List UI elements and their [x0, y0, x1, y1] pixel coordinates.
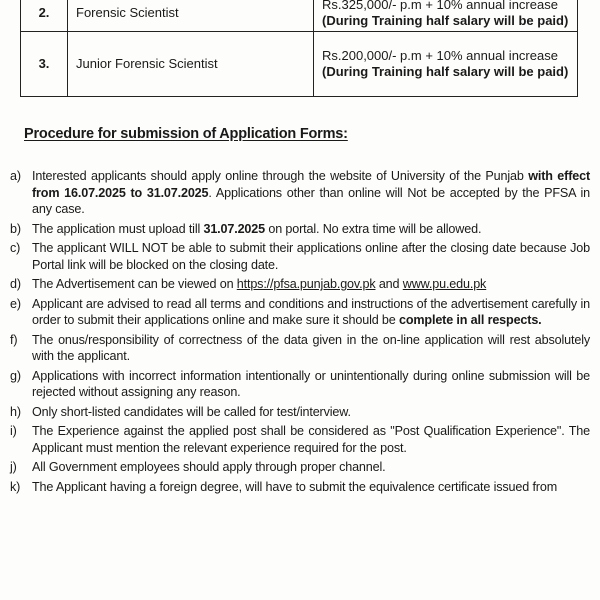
bold-run: complete in all respects.	[398, 313, 542, 327]
bold-run: with effect from 16.07.2025 to 31.07.2025	[32, 169, 590, 200]
text-run: and	[375, 277, 403, 291]
item-text: The Experience against the applied post shall be considered as "Post Qualification Experience". The Applicant must mention the relevant experience required for the post.	[32, 424, 590, 455]
item-text: The onus/responsibility of correctness of the data given in the on-line application will rest absolutely with the applicant.	[32, 332, 590, 363]
list-item	[10, 423, 590, 456]
salary-note: (During Training half salary will be paid)	[322, 13, 569, 28]
salary-amount: Rs.325,000/- p.m + 10% annual increase	[322, 0, 558, 12]
pu-website-link[interactable]: www.pu.edu.pk	[402, 277, 487, 291]
item-label: i)	[10, 424, 17, 438]
item-label: g)	[10, 368, 21, 383]
item-text: Applications with incorrect information intentionally or unintentionally during online submission will be rejected without assigning any reason.	[32, 368, 590, 399]
item-text: The Applicant having a foreign degree, will have to submit the equivalence certificate issued from	[32, 479, 558, 494]
list-item	[10, 459, 590, 476]
item-label: d)	[10, 277, 21, 291]
text-run: Interested applicants should apply online through the website of University of the Punjab	[32, 169, 529, 183]
item-text: All Government employees should apply through proper channel.	[32, 460, 386, 474]
list-item	[10, 296, 590, 329]
item-text	[32, 221, 590, 238]
list-item	[10, 479, 590, 496]
pfsa-website-link[interactable]: https://pfsa.punjab.gov.pk	[236, 277, 376, 291]
text-run: on portal. No extra time will be allowed.	[265, 221, 482, 236]
item-label: a)	[10, 169, 21, 183]
text-run: The application must upload till	[32, 221, 204, 236]
list-item	[10, 368, 590, 401]
salary-note: (During Training half salary will be paid)	[322, 64, 569, 79]
list-item	[10, 276, 590, 293]
item-label: j)	[10, 460, 17, 474]
salary-table	[20, 0, 578, 97]
list-item	[10, 332, 590, 365]
list-item	[10, 221, 590, 238]
bold-run: 31.07.2025	[203, 221, 265, 236]
item-text	[32, 276, 590, 293]
procedure-heading: Procedure for submission of Application Forms:	[24, 126, 348, 142]
serial-number: 2.	[21, 0, 68, 32]
post-name: Junior Forensic Scientist	[68, 32, 314, 97]
list-item	[10, 168, 590, 218]
salary-amount: Rs.200,000/- p.m + 10% annual increase	[322, 48, 558, 63]
table-row	[21, 32, 578, 97]
item-text: The applicant WILL NOT be able to submit their applications online after the closing date because Job Portal link will be blocked on the closing date.	[32, 241, 590, 272]
text-run: Applicant are advised to read all terms and conditions and instructions of the advertisement carefully in order to submit their applications online and make sure it should be	[32, 296, 590, 327]
item-label: f)	[10, 332, 18, 347]
item-text: Only short-listed candidates will be called for test/interview.	[32, 404, 351, 419]
item-text	[32, 168, 590, 218]
text-run: The Advertisement can be viewed on	[32, 277, 237, 291]
item-label: c)	[10, 241, 21, 255]
serial-number: 3.	[21, 32, 68, 97]
list-item	[10, 404, 590, 421]
procedure-list	[10, 168, 590, 498]
post-name: Forensic Scientist	[68, 0, 314, 32]
text-run: . Applications other than online will Not be accepted by the PFSA in any case.	[32, 185, 590, 216]
item-text	[32, 296, 590, 329]
list-item	[10, 240, 590, 273]
salary-cell	[314, 32, 578, 97]
item-label: k)	[10, 479, 21, 494]
item-label: e)	[10, 296, 21, 311]
item-label: h)	[10, 404, 21, 419]
item-label: b)	[10, 221, 21, 236]
table-row	[21, 0, 578, 32]
salary-cell	[314, 0, 578, 32]
